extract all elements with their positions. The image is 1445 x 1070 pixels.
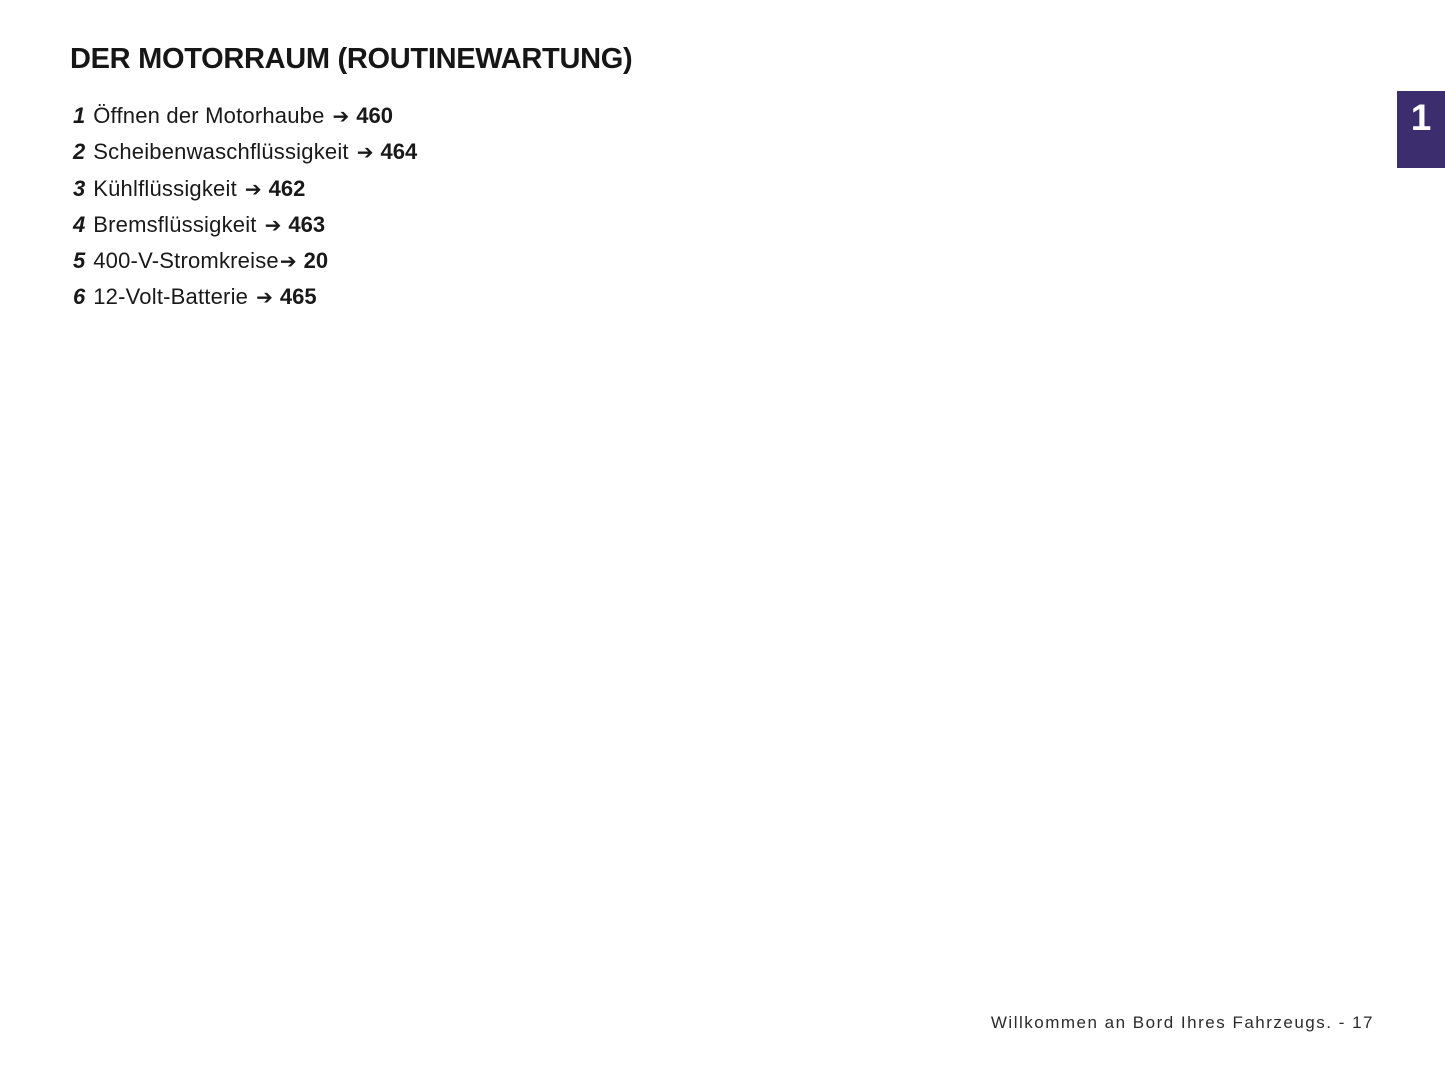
chapter-number: 1 [1410,97,1432,138]
page-footer: Willkommen an Bord Ihres Fahrzeugs. - 17 [990,1013,1374,1032]
item-label: 400-V-Stromkreise [93,248,279,274]
list-item [73,171,417,207]
list-item [73,134,417,170]
item-number: 5 [73,248,86,274]
item-number: 2 [73,139,86,165]
item-label: 12-Volt-Batterie [93,284,249,310]
list-item [73,98,417,134]
item-number: 6 [73,284,86,310]
item-page-ref: 462 [268,175,306,201]
item-page-ref: 463 [288,211,326,237]
item-page-ref: 460 [356,103,394,128]
arrow-right-icon: ➔ [264,212,282,237]
item-label: Kühlflüssigkeit [93,175,237,201]
arrow-right-icon: ➔ [332,104,350,128]
item-label: Bremsflüssigkeit [93,211,257,237]
arrow-right-icon: ➔ [279,249,297,274]
item-number: 4 [73,211,86,237]
list-item [73,279,417,315]
chapter-tab [1397,91,1445,168]
item-number: 3 [73,175,86,201]
item-label: Öffnen der Motorhaube [93,103,325,128]
arrow-right-icon: ➔ [356,140,374,165]
page-title: DER MOTORRAUM (ROUTINEWARTUNG) [70,43,633,75]
item-label: Scheibenwaschflüssigkeit [93,139,349,165]
arrow-right-icon: ➔ [256,285,273,310]
arrow-right-icon: ➔ [244,176,262,201]
list-item [73,243,417,279]
list-item [73,207,417,243]
item-page-ref: 20 [303,248,329,274]
item-page-ref: 465 [279,284,317,310]
item-number: 1 [73,103,86,128]
item-page-ref: 464 [380,139,418,165]
engine-compartment-item-list [73,98,417,316]
